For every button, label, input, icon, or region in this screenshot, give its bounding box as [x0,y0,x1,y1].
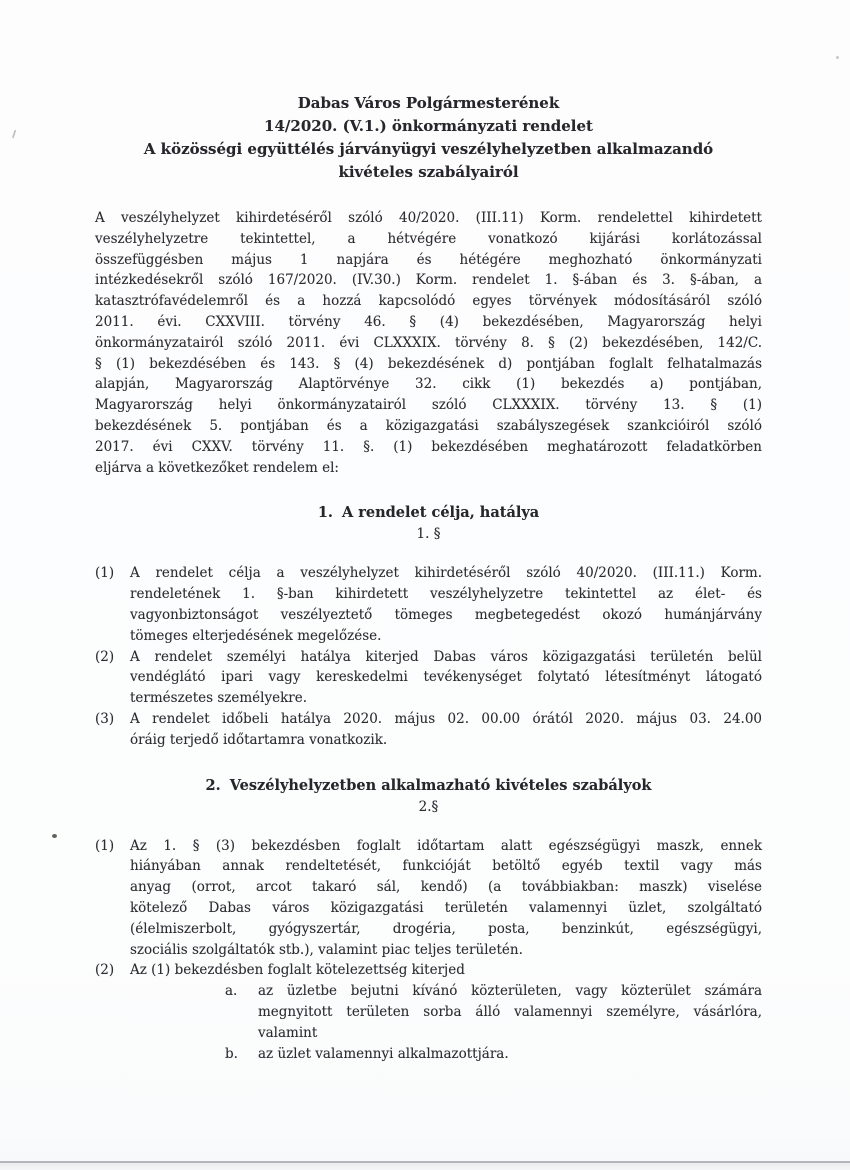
title-line: A közösségi együttélés járványügyi veszélyhelyzetben alkalmazandó [143,140,714,158]
item-marker: (2) [95,962,115,979]
title-line: Dabas Város Polgármesterének [297,94,560,112]
item-line: az üzlet valamennyi alkalmazottjára. [258,1045,509,1062]
preamble-paragraph [95,208,762,478]
section-2-paragraph-sign: 2.§ [418,798,439,815]
scan-artifact-dot [52,834,57,838]
preamble-line: 2011. évi. CXXVIII. törvény 46. § (4) bekezdésében, Magyarország helyi [95,313,762,330]
item-line: vendéglátó ipari vagy kereskedelmi tevékenységet folytató létesítményt látogató [130,669,762,686]
item-line: megnyitott területen sorba álló valamennyi személyre, vásárlóra, [258,1003,762,1020]
preamble-line: Magyarország helyi önkormányzatairól szóló CLXXXIX. törvény 13. § (1) [95,397,762,414]
document-title [95,92,762,184]
item-marker: (3) [95,710,115,727]
preamble-line: összefüggésben május 1 napjára és hétégére meghozható önkormányzati [95,251,762,268]
section-title: A rendelet célja, hatálya [341,504,540,522]
item-text [130,836,762,961]
preamble-line: önkormányzatairól szóló 2011. évi CLXXXIX. törvény 8. § (2) bekezdésében, 142/C. [95,334,762,351]
sub-list-item [225,1044,762,1065]
list-item [95,960,762,1064]
item-line: A rendelet időbeli hatálya 2020. május 02. 00.00 órától 2020. május 03. 24.00 [130,710,762,727]
section-1-heading [95,502,762,523]
item-marker: (2) [95,648,115,665]
list-item [95,563,762,646]
list-item [95,709,762,751]
preamble-line: 2017. évi CXXV. törvény 11. §. (1) bekezdésében meghatározott feladatkörben [95,438,762,455]
item-line: tömeges elterjedésének megelőzése. [130,627,382,644]
preamble-line: katasztrófavédelemről és a hozzá kapcsolódó egyes törvények módosításáról szóló [95,293,762,310]
item-line: rendeletének 1. §-ban kihirdetett veszélyhelyzetre tekintettel az élet- és [130,586,762,603]
item-line: az üzletbe bejutni kívánó közterületen, vagy közterület számára [258,983,762,1000]
title-line: kivételes szabályairól [338,163,519,181]
section-1-list [95,563,762,750]
subitem-marker: b. [225,1045,238,1062]
item-line: A rendelet célja a veszélyhelyzet kihirdetéséről szóló 40/2020. (III.11.) Korm. [130,565,762,582]
item-line: Az (1) bekezdésben foglalt kötelezettség kiterjed [130,962,465,979]
title-line: 14/2020. (V.1.) önkormányzati rendelet [264,117,593,135]
item-line: Az 1. § (3) bekezdésben foglalt időtartam alatt egészségügyi maszk, ennek [130,837,762,854]
section-1-paragraph-sign: 1. § [416,526,441,543]
item-text [130,709,762,751]
item-text [130,960,762,1064]
section-title: Veszélyhelyzetben alkalmazható kivételes szabályok [229,776,652,794]
preamble-line: A veszélyhelyzet kihirdetéséről szóló 40/2020. (III.11) Korm. rendelettel kihirdetett [95,210,762,226]
item-line: vagyonbiztonságot veszélyeztető tömeges megbetegedést okozó humánjárvány [130,606,762,623]
item-line: kötelező Dabas város közigazgatási területén valamennyi üzlet, szolgáltató [130,899,762,916]
scan-artifact-speck [836,56,839,59]
sub-list [225,981,762,1064]
section-number: 2. [205,776,221,794]
list-item [95,836,762,961]
item-text [130,647,762,709]
subitem-text [258,981,762,1043]
item-line: természetes személyekre. [130,690,307,707]
preamble-line: alapján, Magyarország Alaptörvénye 32. cikk (1) bekezdés a) pontjában, [95,376,762,393]
item-line: valamint [258,1024,318,1041]
item-marker: (1) [95,837,115,854]
item-line: szociális szolgáltatók stb.), valamint piac teljes területén. [130,941,523,958]
page-bottom-shadow [0,1163,850,1170]
item-line: A rendelet személyi hatálya kiterjed Dabas város közigazgatási területén belül [130,648,762,665]
section-2-heading [95,775,762,796]
scan-artifact-tick [12,129,20,139]
section-2-list [95,836,762,1065]
preamble-line: eljárva a következőket rendelem el: [95,459,339,476]
item-line: óráig terjedő időtartamra vonatkozik. [130,731,388,748]
sub-list-item [225,981,762,1043]
subitem-text [258,1044,762,1065]
document-body [95,92,762,1064]
subitem-marker: a. [225,983,238,1000]
item-line: anyag (orrot, arcot takaró sál, kendő) (a továbbiakban: maszk) viselése [130,879,762,896]
preamble-line: bekezdésének 5. pontjában és a közigazgatási szabályszegések szankcióiról szóló [95,417,762,434]
preamble-line: intézkedésekről szóló 167/2020. (IV.30.) Korm. rendelet 1. §-ában és 3. §-ában, a [95,272,762,289]
preamble-line: § (1) bekezdésében és 143. § (4) bekezdésének d) pontjában foglalt felhatalmazás [95,355,762,372]
list-item [95,647,762,709]
item-line: hiányában annak rendeltetését, funkcióját betöltő egyéb textil vagy más [130,858,762,875]
section-number: 1. [317,504,333,522]
item-marker: (1) [95,565,115,582]
item-line: (élelmiszerbolt, gyógyszertár, drogéria, posta, benzinkút, egészségügyi, [130,920,762,937]
preamble-line: veszélyhelyzetre tekintettel, a hétvégére vonatkozó kijárási korlátozással [95,230,762,247]
item-text [130,563,762,646]
